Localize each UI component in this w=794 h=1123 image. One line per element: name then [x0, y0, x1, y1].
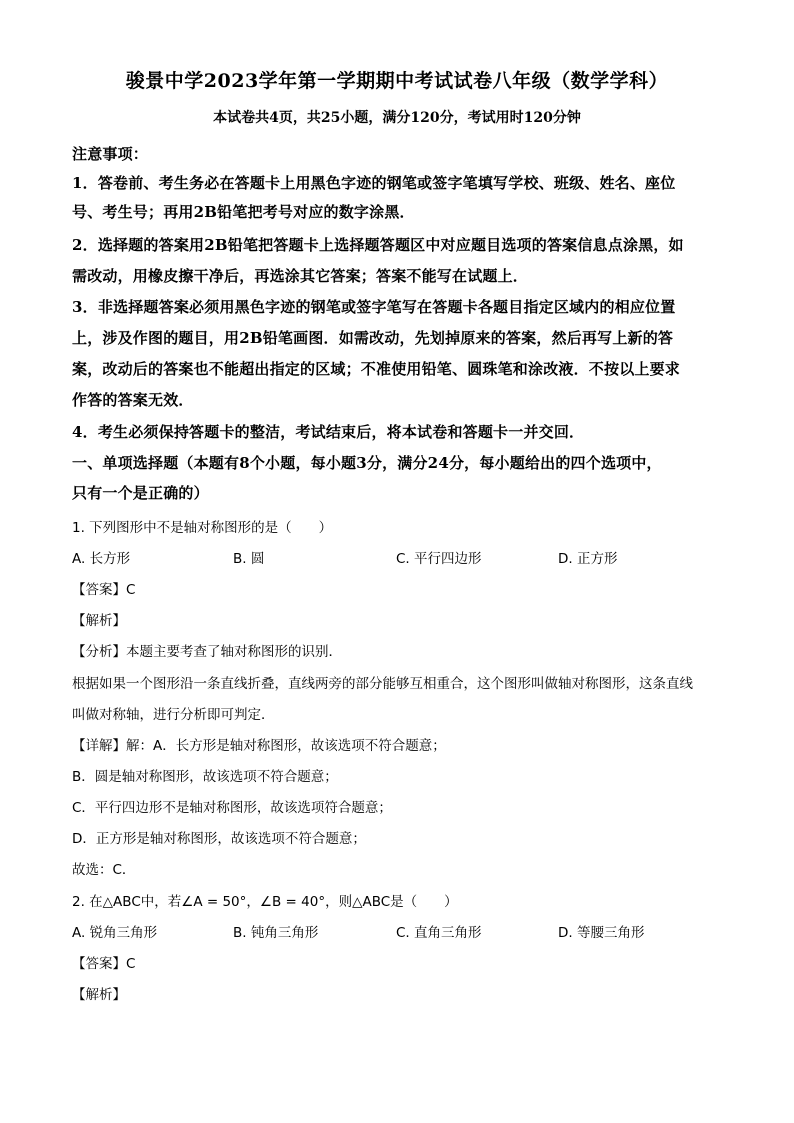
- question-1-analysis-line: 根据如果一个图形沿一条直线折叠，直线两旁的部分能够互相重合，这个图形叫做轴对称图形，这条直线: [72, 676, 693, 692]
- question-2-option-c: C. 直角三角形: [396, 925, 482, 941]
- question-1-analysis-line: 【详解】解：A．长方形是轴对称图形，故该选项不符合题意；: [72, 738, 446, 754]
- notes-line: 上，涉及作图的题目，用2B铅笔画图．如需改动，先划掉原来的答案，然后再写上新的答: [72, 329, 674, 347]
- notes-heading: 注意事项：: [72, 145, 149, 163]
- question-2-answer: 【答案】C: [72, 956, 136, 972]
- question-1-option-b: B. 圆: [233, 551, 265, 567]
- question-1-stem: 1. 下列图形中不是轴对称图形的是（ ）: [72, 520, 333, 536]
- question-1-option-c: C. 平行四边形: [396, 551, 482, 567]
- question-1-analysis-label: 【解析】: [72, 613, 126, 629]
- question-1-analysis-line: C．平行四边形不是轴对称图形，故该选项符合题意；: [72, 800, 392, 816]
- question-1-option-a: A. 长方形: [72, 551, 131, 567]
- exam-title: 骏景中学2023学年第一学期期中考试试卷八年级（数学学科）: [125, 70, 669, 92]
- notes-line: 3．非选择题答案必须用黑色字迹的钢笔或签字笔写在答题卡各题目指定区域内的相应位置: [72, 298, 676, 316]
- question-1-answer: 【答案】C: [72, 582, 136, 598]
- notes-line: 4．考生必须保持答题卡的整洁，考试结束后，将本试卷和答题卡一并交回．: [72, 423, 585, 441]
- question-1-analysis-line: B．圆是轴对称图形，故该选项不符合题意；: [72, 769, 338, 785]
- notes-line: 案，改动后的答案也不能超出指定的区域；不准使用铅笔、圆珠笔和涂改液．不按以上要求: [72, 360, 681, 378]
- question-2-analysis-label: 【解析】: [72, 987, 126, 1003]
- question-2-option-d: D. 等腰三角形: [558, 925, 645, 941]
- question-1-analysis-line: 故选：C．: [72, 862, 136, 878]
- exam-subtitle: 本试卷共4页，共25小题，满分120分，考试用时120分钟: [213, 110, 581, 126]
- notes-line: 1．答卷前、考生务必在答题卡上用黑色字迹的钢笔或签字笔填写学校、班级、姓名、座位: [72, 174, 676, 192]
- notes-line: 需改动，用橡皮擦干净后，再选涂其它答案；答案不能写在试题上．: [72, 267, 529, 285]
- notes-line: 2．选择题的答案用2B铅笔把答题卡上选择题答题区中对应题目选项的答案信息点涂黑，如: [72, 236, 684, 254]
- question-2-option-b: B. 钝角三角形: [233, 925, 319, 941]
- question-1-option-d: D. 正方形: [558, 551, 618, 567]
- section-heading-cont: 只有一个是正确的）: [72, 484, 209, 502]
- question-2-stem: 2. 在△ABC中，若∠A = 50°，∠B = 40°，则△ABC是（ ）: [72, 894, 458, 910]
- question-2-option-a: A. 锐角三角形: [72, 925, 158, 941]
- notes-line: 作答的答案无效．: [72, 391, 194, 409]
- question-1-analysis-line: 【分析】本题主要考查了轴对称图形的识别．: [72, 644, 342, 660]
- section-heading: 一、单项选择题（本题有8个小题，每小题3分，满分24分，每小题给出的四个选项中，: [72, 454, 662, 472]
- notes-line: 号、考生号；再用2B铅笔把考号对应的数字涂黑．: [72, 203, 415, 221]
- question-1-analysis-line: 叫做对称轴，进行分析即可判定．: [72, 707, 275, 723]
- question-1-analysis-line: D．正方形是轴对称图形，故该选项不符合题意；: [72, 831, 366, 847]
